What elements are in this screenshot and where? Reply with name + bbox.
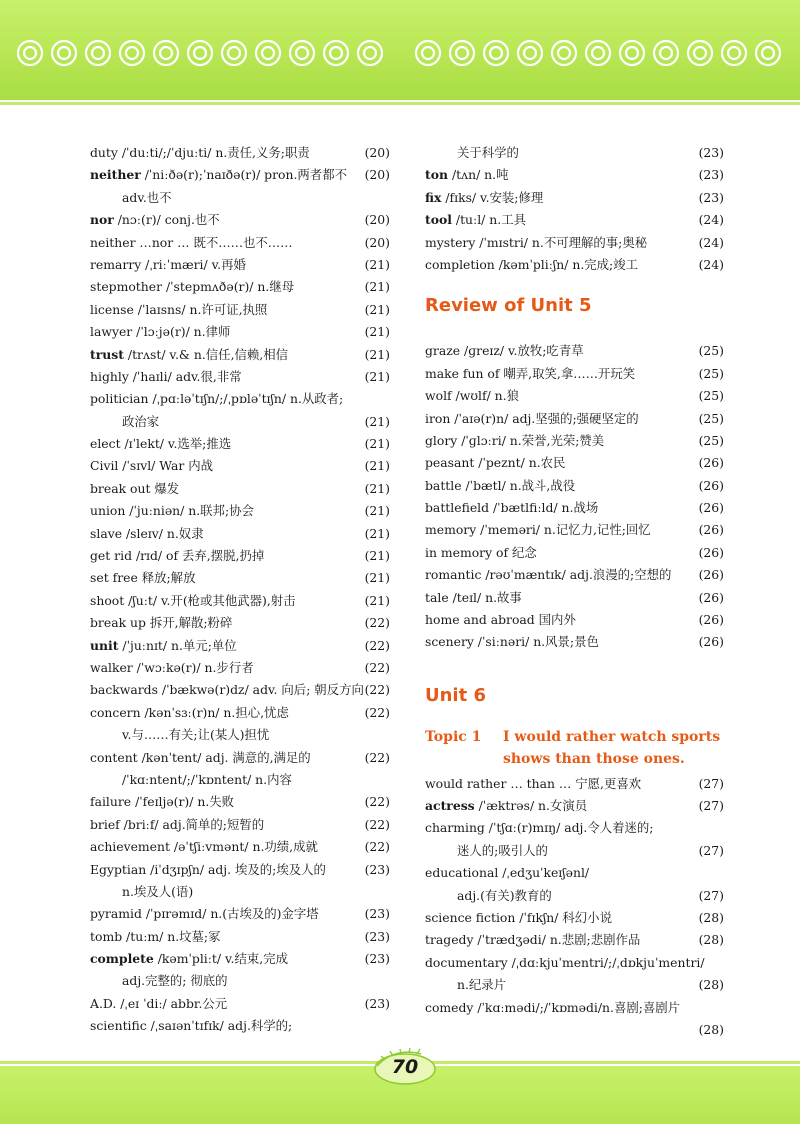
vocab-entry <box>425 232 724 254</box>
unit6-entries <box>425 773 724 1042</box>
vocab-entry <box>90 299 390 321</box>
vocab-entry <box>425 542 724 564</box>
entry-page-ref: (21) <box>364 548 390 564</box>
unit-heading: Unit 6 <box>425 684 486 706</box>
vocab-entry <box>90 791 390 813</box>
vocab-entry <box>90 209 390 231</box>
vocab-entry <box>425 385 724 407</box>
entry-text: neither /ˈniːðə(r);ˈnaɪðə(r)/ pron.两者都不 <box>90 167 347 183</box>
entry-text: documentary /ˌdɑːkjuˈmentri/;/ˌdɒkjuˈmentri/ <box>425 954 705 970</box>
entry-page-ref: (25) <box>698 388 724 404</box>
vocab-entry <box>90 455 390 477</box>
entry-page-ref: (21) <box>364 413 390 429</box>
entry-text: actress /ˈæktrəs/ n.女演员 <box>425 797 588 813</box>
vocab-entry <box>90 142 390 164</box>
entry-text: A.D. /ˌeɪ ˈdiː/ abbr.公元 <box>90 995 228 1011</box>
vocab-entry <box>425 609 724 631</box>
entry-page-ref: (21) <box>364 256 390 272</box>
entry-page-ref: (27) <box>698 797 724 813</box>
entry-page-ref: (27) <box>698 842 724 858</box>
vocab-entry <box>90 612 390 634</box>
vocab-entry <box>90 411 390 433</box>
entry-text: tomb /tuːm/ n.坟墓;冢 <box>90 928 221 944</box>
entry-page-ref: (28) <box>698 977 724 993</box>
entry-text: adj.(有关)教育的 <box>457 887 552 903</box>
top-decorative-band <box>0 0 800 100</box>
topic-heading-line2 <box>425 748 724 770</box>
entry-text: romantic /rəʊˈmæntɪk/ adj.浪漫的;空想的 <box>425 567 672 583</box>
vocab-entry <box>90 747 390 769</box>
vocab-entry <box>90 388 390 410</box>
vocab-entry <box>425 885 724 907</box>
entry-page-ref: (27) <box>698 887 724 903</box>
vocab-entry <box>425 631 724 653</box>
entry-page-ref: (28) <box>698 1021 724 1037</box>
vocab-entry <box>425 142 724 164</box>
vocab-entry <box>90 1015 390 1037</box>
vocab-entry <box>425 952 724 974</box>
entry-text: brief /briːf/ adj.简单的;短暂的 <box>90 816 265 832</box>
entry-text: Civil /ˈsɪvl/ War 内战 <box>90 458 213 474</box>
left-column <box>90 142 390 1038</box>
entry-page-ref: (28) <box>698 932 724 948</box>
entry-page-ref: (21) <box>364 368 390 384</box>
topic-heading-line1 <box>425 726 724 748</box>
entry-text: completion /kəmˈpliːʃn/ n.完成;竣工 <box>425 256 639 272</box>
vocab-entry <box>425 363 724 385</box>
vocab-entry <box>425 164 724 186</box>
vocab-entry <box>90 635 390 657</box>
entry-text: charming /ˈtʃɑː(r)mɪŋ/ adj.令人着迷的; <box>425 820 654 836</box>
entry-text: educational /ˌedʒuˈkeɪʃənl/ <box>425 865 590 881</box>
vocab-entry <box>90 881 390 903</box>
entry-text: wolf /wʊlf/ n.狼 <box>425 388 519 404</box>
entry-text: mystery /ˈmɪstri/ n.不可理解的事;奥秘 <box>425 234 648 250</box>
entry-text: content /kənˈtent/ adj. 满意的,满足的 <box>90 749 311 765</box>
entry-text: battlefield /ˈbætlfiːld/ n.战场 <box>425 500 599 516</box>
entry-text: lawyer /ˈlɔːjə(r)/ n.律师 <box>90 324 231 340</box>
vocab-entry <box>90 366 390 388</box>
entry-page-ref: (22) <box>364 704 390 720</box>
vocab-entry <box>425 773 724 795</box>
entry-page-ref: (21) <box>364 503 390 519</box>
vocab-entry <box>90 254 390 276</box>
entry-text: n.埃及人(语) <box>122 883 194 899</box>
entry-text: home and abroad 国内外 <box>425 612 576 628</box>
entry-text: slave /sleɪv/ n.奴隶 <box>90 525 204 541</box>
vocab-entry <box>425 430 724 452</box>
vocab-entry <box>90 523 390 545</box>
topic-title-line1: I would rather watch sports <box>503 728 721 745</box>
entry-text: science fiction /ˈfɪkʃn/ 科幻小说 <box>425 909 612 925</box>
vocab-entry <box>425 209 724 231</box>
entry-page-ref: (24) <box>698 256 724 272</box>
entry-text: memory /ˈmeməri/ n.记忆力,记性;回忆 <box>425 522 651 538</box>
entry-page-ref: (21) <box>364 301 390 317</box>
vocab-entry <box>425 187 724 209</box>
vocab-entry <box>90 187 390 209</box>
topic-title-line2: shows than those ones. <box>503 751 685 768</box>
entry-page-ref: (22) <box>364 816 390 832</box>
entry-page-ref: (20) <box>364 212 390 228</box>
entry-text: break up 拆开,解散;粉碎 <box>90 615 233 631</box>
vocab-entry <box>425 840 724 862</box>
entry-text: pyramid /ˈpɪrəmɪd/ n.(古埃及的)金字塔 <box>90 906 319 922</box>
entry-page-ref: (25) <box>698 410 724 426</box>
vocab-entry <box>425 587 724 609</box>
entry-text: ton /tʌn/ n.吨 <box>425 167 509 183</box>
entry-page-ref: (22) <box>364 839 390 855</box>
entry-text: unit /ˈjuːnɪt/ n.单元;单位 <box>90 637 237 653</box>
vocab-entry <box>425 997 724 1019</box>
entry-page-ref: (26) <box>698 567 724 583</box>
vocab-entry <box>90 321 390 343</box>
entry-page-ref: (22) <box>364 637 390 653</box>
page-number-badge <box>355 1046 455 1090</box>
entry-text: adv.也不 <box>122 189 172 205</box>
entry-page-ref: (20) <box>364 145 390 160</box>
entry-page-ref: (21) <box>364 346 390 362</box>
entry-page-ref: (20) <box>364 234 390 250</box>
entry-text: failure /ˈfeɪljə(r)/ n.失败 <box>90 794 235 810</box>
vocab-entry <box>90 970 390 992</box>
vocab-entry <box>90 903 390 925</box>
entry-page-ref: (21) <box>364 525 390 541</box>
vocab-entry <box>90 567 390 589</box>
page-number: 70 <box>391 1056 419 1078</box>
entry-text: concern /kənˈsɜː(r)n/ n.担心,忧虑 <box>90 704 289 720</box>
entry-text: highly /ˈhaɪli/ adv.很,非常 <box>90 368 242 384</box>
entry-text: neither …nor … 既不……也不…… <box>90 234 293 250</box>
entry-text: glory /ˈɡlɔːri/ n.荣誉,光荣;赞美 <box>425 432 605 448</box>
decorative-circles <box>16 36 796 70</box>
vocab-entry <box>90 702 390 724</box>
entry-page-ref: (22) <box>364 615 390 631</box>
entry-page-ref: (24) <box>698 212 724 228</box>
entry-page-ref: (20) <box>364 167 390 183</box>
entry-text: peasant /ˈpeznt/ n.农民 <box>425 455 566 471</box>
entry-page-ref: (25) <box>698 343 724 359</box>
entry-page-ref: (26) <box>698 477 724 493</box>
vocab-entry <box>90 926 390 948</box>
entry-text: scenery /ˈsiːnəri/ n.风景;景色 <box>425 634 599 650</box>
vocab-entry <box>90 590 390 612</box>
entry-text: stepmother /ˈstepmʌðə(r)/ n.继母 <box>90 279 295 295</box>
entry-page-ref: (21) <box>364 279 390 295</box>
vocab-entry <box>90 836 390 858</box>
entry-text: elect /ɪˈlekt/ v.选举;推选 <box>90 436 232 452</box>
vocab-entry <box>425 519 724 541</box>
vocab-entry <box>90 993 390 1015</box>
entry-page-ref: (23) <box>364 906 390 922</box>
entry-text: 迷人的;吸引人的 <box>457 842 548 858</box>
entry-text: in memory of 纪念 <box>425 544 537 560</box>
entry-page-ref: (26) <box>698 455 724 471</box>
entry-text: Egyptian /iˈdʒɪpʃn/ adj. 埃及的;埃及人的 <box>90 861 326 877</box>
vocab-entry <box>425 564 724 586</box>
entry-page-ref: (24) <box>698 234 724 250</box>
entry-page-ref: (26) <box>698 612 724 628</box>
entry-text: break out 爆发 <box>90 480 180 496</box>
entry-text: adj.完整的; 彻底的 <box>122 973 228 989</box>
entry-page-ref: (27) <box>698 775 724 791</box>
entry-text: comedy /ˈkɑːmədi/;/ˈkɒmədi/n.喜剧;喜剧片 <box>425 999 681 1015</box>
vocab-entry <box>90 657 390 679</box>
entry-page-ref: (22) <box>364 682 390 698</box>
entry-text: walker /ˈwɔːkə(r)/ n.步行者 <box>90 659 254 675</box>
entry-text: 关于科学的 <box>457 145 519 160</box>
entry-text: iron /ˈaɪə(r)n/ adj.坚强的;强硬坚定的 <box>425 410 639 426</box>
entry-text: trust /trʌst/ v.& n.信任,信赖,相信 <box>90 346 289 362</box>
entry-page-ref: (22) <box>364 749 390 765</box>
entry-text: make fun of 嘲弄,取笑,拿……开玩笑 <box>425 365 636 381</box>
entry-page-ref: (23) <box>364 995 390 1011</box>
entry-page-ref: (23) <box>698 189 724 205</box>
vocab-entry <box>425 907 724 929</box>
entry-text: set free 释放;解放 <box>90 570 196 586</box>
entry-page-ref: (23) <box>698 167 724 183</box>
vocab-entry <box>425 929 724 951</box>
entry-page-ref: (23) <box>364 928 390 944</box>
entry-page-ref: (23) <box>698 145 724 160</box>
topic-label: Topic 1 <box>425 728 482 745</box>
entry-text: complete /kəmˈpliːt/ v.结束,完成 <box>90 951 288 967</box>
entry-text: fix /fɪks/ v.安装;修理 <box>425 189 544 205</box>
entry-page-ref: (22) <box>364 794 390 810</box>
vocab-entry <box>90 276 390 298</box>
entry-text: tragedy /ˈtrædʒədi/ n.悲剧;悲剧作品 <box>425 932 641 948</box>
vocab-entry <box>90 679 390 701</box>
vocab-entry <box>90 500 390 522</box>
entry-page-ref: (23) <box>364 861 390 877</box>
vocab-entry <box>425 475 724 497</box>
entry-text: backwards /ˈbækwə(r)dz/ adv. 向后; 朝反方向 <box>90 682 364 698</box>
vocab-entry <box>90 232 390 254</box>
entry-page-ref: (21) <box>364 436 390 452</box>
vocab-entry <box>425 974 724 996</box>
entry-text: remarry /ˌriːˈmæri/ v.再婚 <box>90 256 246 272</box>
vocab-entry <box>90 859 390 881</box>
entry-text: shoot /ʃuːt/ v.开(枪或其他武器),射击 <box>90 592 296 608</box>
entry-text: graze /ɡreɪz/ v.放牧;吃青草 <box>425 343 584 359</box>
vocab-entry <box>90 478 390 500</box>
right-top-entries <box>425 142 724 276</box>
entry-page-ref: (21) <box>364 458 390 474</box>
entry-text: scientific /ˌsaɪənˈtɪfɪk/ adj.科学的; <box>90 1018 293 1034</box>
entry-page-ref: (26) <box>698 544 724 560</box>
entry-page-ref: (23) <box>364 951 390 967</box>
vocab-entry <box>90 164 390 186</box>
entry-page-ref: (26) <box>698 522 724 538</box>
entry-text: get rid /rɪd/ of 丢弃,摆脱,扔掉 <box>90 548 265 564</box>
entry-page-ref: (21) <box>364 324 390 340</box>
vocab-entry <box>425 862 724 884</box>
entry-page-ref: (21) <box>364 570 390 586</box>
entry-page-ref: (25) <box>698 432 724 448</box>
vocab-entry <box>425 254 724 276</box>
entry-text: /ˈkɑːntent/;/ˈkɒntent/ n.内容 <box>122 771 292 787</box>
entry-text: tale /teɪl/ n.故事 <box>425 589 522 605</box>
entry-text: nor /nɔː(r)/ conj.也不 <box>90 212 220 228</box>
vocab-entry <box>425 497 724 519</box>
entry-text: duty /ˈduːti/;/ˈdjuːti/ n.责任,义务;职责 <box>90 145 310 160</box>
entry-text: n.纪录片 <box>457 977 507 993</box>
right-column <box>425 142 724 1041</box>
entry-text: would rather … than … 宁愿,更喜欢 <box>425 775 642 791</box>
entry-page-ref: (21) <box>364 592 390 608</box>
circle-pattern-icon <box>16 36 796 70</box>
entry-text: license /ˈlaɪsns/ n.许可证,执照 <box>90 301 268 317</box>
vocab-entry <box>90 344 390 366</box>
entry-text: v.与……有关;让(某人)担忧 <box>122 727 270 743</box>
vocab-entry <box>425 340 724 362</box>
vocab-entry <box>425 795 724 817</box>
review-heading: Review of Unit 5 <box>425 295 592 317</box>
vocab-entry <box>425 452 724 474</box>
entry-text: tool /tuːl/ n.工具 <box>425 212 526 228</box>
vocab-entry <box>90 948 390 970</box>
entry-text: 政治家 <box>122 413 160 429</box>
vocab-entry <box>425 1019 724 1041</box>
entry-text: achievement /əˈtʃiːvmənt/ n.功绩,成就 <box>90 839 318 855</box>
top-divider <box>0 102 800 105</box>
entry-text: politician /ˌpɑːləˈtɪʃn/;/ˌpɒləˈtɪʃn/ n.从政者; <box>90 391 344 407</box>
entry-page-ref: (26) <box>698 589 724 605</box>
entry-page-ref: (26) <box>698 634 724 650</box>
entry-page-ref: (28) <box>698 909 724 925</box>
vocab-entry <box>90 433 390 455</box>
vocab-entry <box>90 814 390 836</box>
review-entries <box>425 340 724 653</box>
vocab-entry <box>425 817 724 839</box>
vocab-entry <box>425 408 724 430</box>
entry-text: battle /ˈbætl/ n.战斗,战役 <box>425 477 576 493</box>
entry-page-ref: (22) <box>364 659 390 675</box>
vocab-entry <box>90 545 390 567</box>
entry-page-ref: (21) <box>364 480 390 496</box>
entry-page-ref: (26) <box>698 500 724 516</box>
entry-page-ref: (25) <box>698 365 724 381</box>
entry-text: union /ˈjuːniən/ n.联邦;协会 <box>90 503 254 519</box>
vocab-entry <box>90 724 390 746</box>
vocab-entry <box>90 769 390 791</box>
